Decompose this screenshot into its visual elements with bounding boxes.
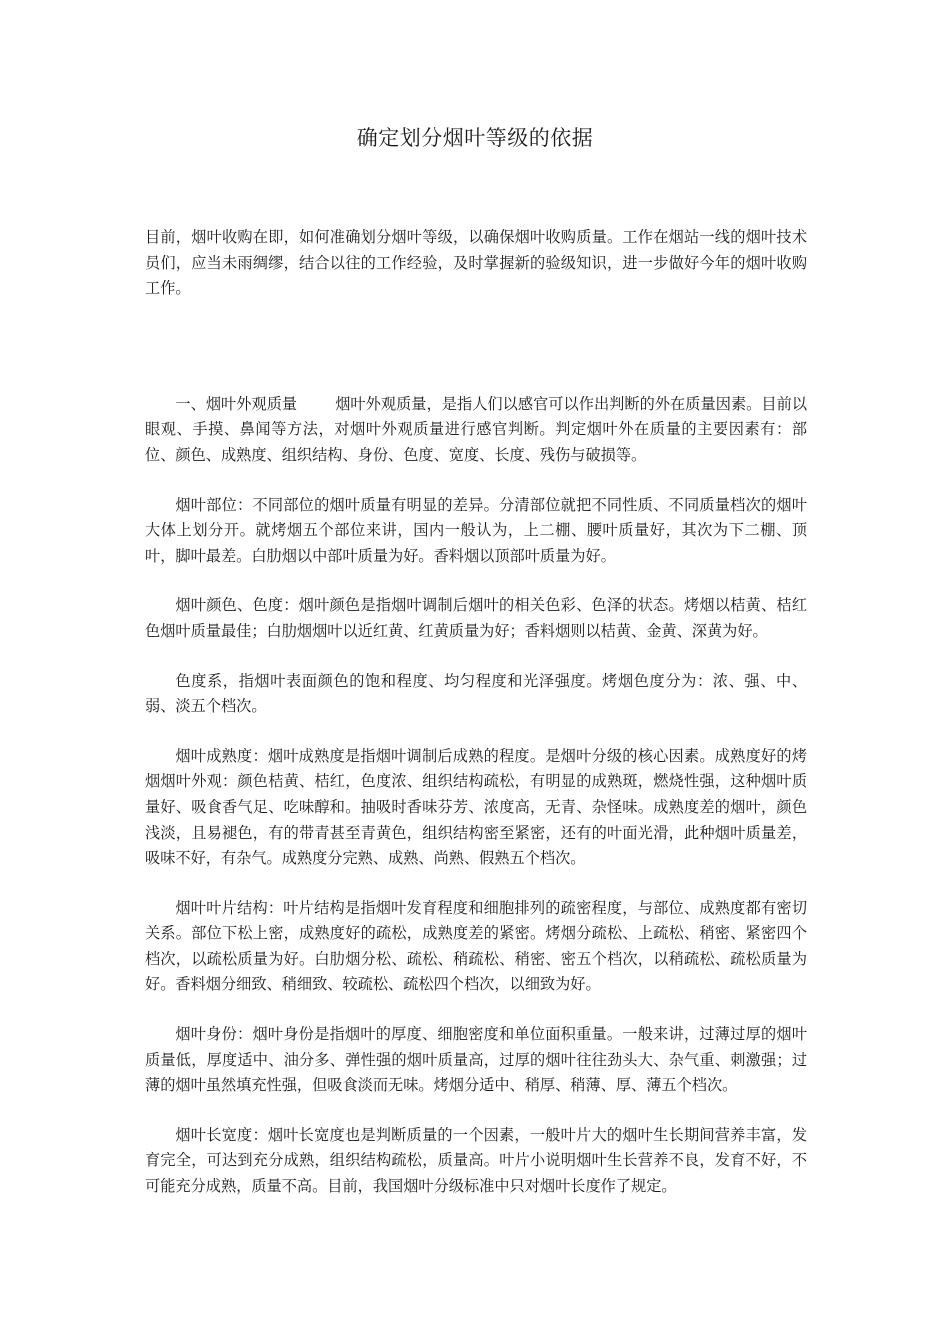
spacer: [145, 1099, 807, 1123]
chroma-paragraph: 色度系，指烟叶表面颜色的饱和程度、均匀程度和光泽强度。烤烟色度分为：浓、强、中、弱、淡五个档次。: [145, 671, 807, 716]
structure-paragraph: 烟叶叶片结构：叶片结构是指烟叶发育程度和细胞排列的疏密程度，与部位、成熟度都有密切关系。部位下松上密，成熟度好的疏松，成熟度差的紧密。烤烟分疏松、上疏松、稍密、紧密四个档次，以疏松质量为好。白肋烟分松、疏松、稍疏松、稍密、密五个档次，以稍疏松、疏松质量为好。香料烟分细致、稍细致、较疏松、疏松四个档次，以细致为好。: [145, 898, 807, 994]
spacer: [145, 302, 807, 392]
size-paragraph: 烟叶长宽度：烟叶长宽度也是判断质量的一个因素，一般叶片大的烟叶生长期间营养丰富，发育完全，可达到充分成熟，组织结构疏松，质量高。叶片小说明烟叶生长营养不良，发育不好，不可能充分成熟，质量不高。目前，我国烟叶分级标准中只对烟叶长度作了规定。: [145, 1125, 807, 1196]
spacer: [145, 469, 807, 493]
position-paragraph: 烟叶部位：不同部位的烟叶质量有明显的差异。分清部位就把不同性质、不同质量档次的烟叶大体上划分开。就烤烟五个部位来讲，国内一般认为，上二棚、腰叶质量好，其次为下二棚、顶叶，脚叶最差。白肋烟以中部叶质量为好。香料烟以顶部叶质量为好。: [145, 495, 807, 565]
spacer: [145, 998, 807, 1022]
spacer: [145, 720, 807, 744]
section1-paragraph: [145, 392, 807, 469]
spacer: [145, 569, 807, 593]
document-body: [145, 225, 807, 1200]
intro-paragraph: 目前，烟叶收购在即，如何准确划分烟叶等级，以确保烟叶收购质量。工作在烟站一线的烟叶技术员们，应当未雨绸缪，结合以往的工作经验，及时掌握新的验级知识，进一步做好今年的烟叶收购工作。: [145, 228, 807, 298]
section1-heading: 一、烟叶外观质量: [175, 394, 298, 413]
body-paragraph: 烟叶身份：烟叶身份是指烟叶的厚度、细胞密度和单位面积重量。一般来讲，过薄过厚的烟叶质量低，厚度适中、油分多、弹性强的烟叶质量高，过厚的烟叶往往劲头大、杂气重、刺激强；过薄的烟叶虽然填充性强，但吸食淡而无味。烤烟分适中、稍厚、稍薄、厚、薄五个档次。: [145, 1025, 807, 1095]
page-title: 确定划分烟叶等级的依据: [356, 126, 594, 150]
color-paragraph: 烟叶颜色、色度：烟叶颜色是指烟叶调制后烟叶的相关色彩、色泽的状态。烤烟以桔黄、桔红色烟叶质量最佳；白肋烟烟叶以近红黄、红黄质量为好；香料烟则以桔黄、金黄、深黄为好。: [145, 596, 807, 640]
maturity-paragraph: 烟叶成熟度：烟叶成熟度是指烟叶调制后成熟的程度。是烟叶分级的核心因素。成熟度好的烤烟烟叶外观：颜色桔黄、桔红，色度浓、组织结构疏松，有明显的成熟斑，燃烧性强，这种烟叶质量好、吸食香气足、吃味醇和。抽吸时香味芬芳、浓度高，无青、杂怪味。成熟度差的烟叶，颜色浅淡，且易褪色，有的带青甚至青黄色，组织结构密至紧密，还有的叶面光滑，此种烟叶质量差，吸味不好，有杂气。成熟度分完熟、成熟、尚熟、假熟五个档次。: [145, 746, 807, 868]
spacer: [145, 645, 807, 669]
section1-text: 烟叶外观质量，是指人们以感官可以作出判断的外在质量因素。目前以眼观、手摸、鼻闻等方法，对烟叶外观质量进行感官判断。判定烟叶外在质量的主要因素有：部位、颜色、成熟度、组织结构、身份、色度、宽度、长度、残伤与破损等。: [145, 394, 808, 464]
spacer: [145, 872, 807, 896]
